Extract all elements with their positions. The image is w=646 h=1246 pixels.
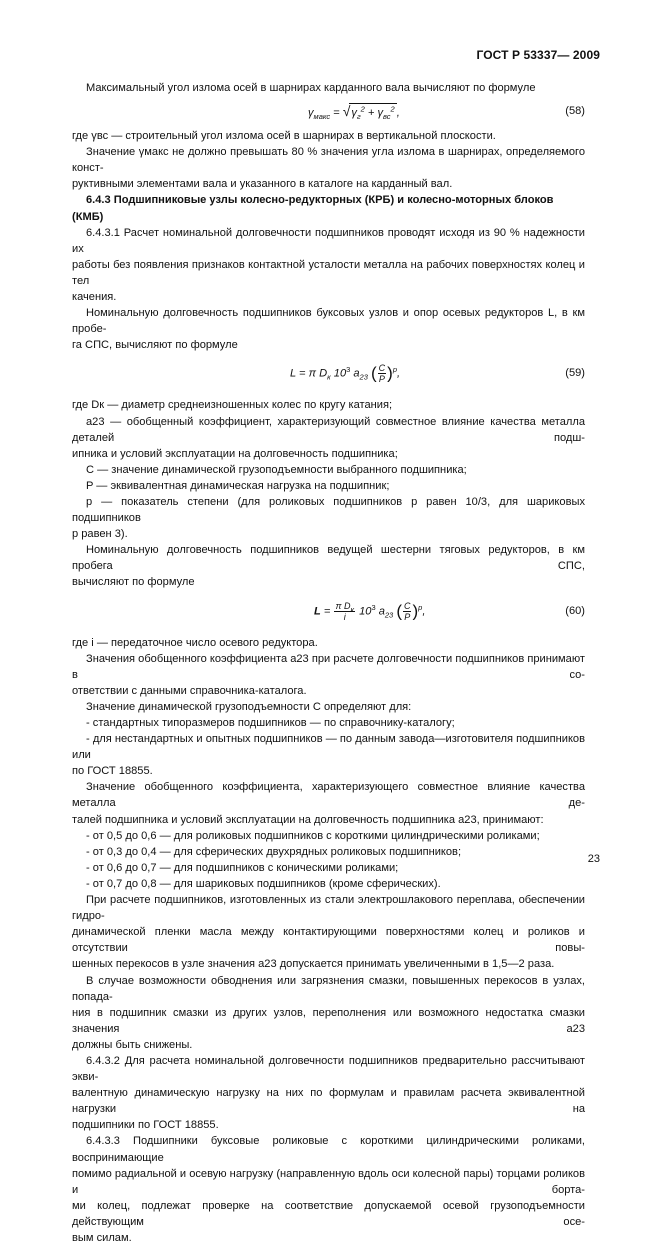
equation-60-number: (60) (565, 604, 585, 617)
paragraph-line: 6.4.3.3 Подшипники буксовые роликовые с короткими цилиндрическими роликами, воспринимающие (72, 1135, 585, 1164)
paragraph: Максимальный угол излома осей в шарнирах карданного вала вычисляют по формуле (86, 82, 536, 94)
paragraph-line: Номинальную долговечность подшипников ведущей шестерни тяговых редукторов, в км пробега СПС, (72, 544, 585, 573)
paragraph-line: талей подшипника и условий эксплуатации на долговечность подшипника a23, принимают: (72, 813, 544, 826)
paragraph-line: вычисляют по формуле (72, 576, 195, 589)
list-item-cont: по ГОСТ 18855. (72, 765, 153, 778)
definition-P: P — эквивалентная динамическая нагрузка на подшипник; (86, 479, 390, 492)
paragraph-line: га СПС, вычисляют по формуле (72, 339, 238, 352)
definition-p: p — показатель степени (для роликовых подшипников p равен 10/3, для шариковых подшипников (72, 495, 585, 525)
paragraph-line: валентную динамическую нагрузку на них по формулам и правилам расчета эквивалентной нагрузки на (72, 1087, 585, 1116)
list-item: - от 0,6 до 0,7 — для подшипников с коническими роликами; (86, 861, 399, 874)
paragraph: где γвс — строительный угол излома осей в шарнирах в вертикальной плоскости. (72, 130, 496, 143)
definition-C: C — значение динамической грузоподъемности выбранного подшипника; (86, 463, 467, 476)
equation-58-formula: $\gamma_{макс} = √\gamma_г^2 + \gamma_{вс}^2$ , (308, 103, 400, 122)
paragraph-line: должны быть снижены. (72, 1038, 193, 1051)
paragraph-line: ми колец, подлежат проверке на соответствие допускаемой осевой грузоподъемности действующим осе- (72, 1199, 585, 1228)
paragraph-line: Значение γмакс не должно превышать 80 % значения угла излома в шарнирах, определяемого конст- (72, 146, 585, 175)
paragraph-line: вым силам. (72, 1232, 132, 1244)
definition-a23-cont: ипника и условий эксплуатации на долговечность подшипника; (72, 447, 398, 460)
paragraph-line: работы без появления признаков контактной усталости металла на рабочих поверхностях колец и тел (72, 258, 585, 287)
paragraph-line: качения. (72, 291, 117, 304)
paragraph-line: ответствии с данными справочника-каталога. (72, 684, 307, 697)
definition-Dk: где Dк — диаметр среднеизношенных колес по кругу катания; (72, 399, 393, 412)
equation-60-formula: L = $\frac{\pi D_к}{i}$ $10^3$ $a_{23}$ ( $\frac{C}{P}$ )$^p$, (314, 600, 426, 622)
document-body (72, 80, 585, 1246)
paragraph-line: динамической пленки масла между контактирующими поверхностями колец и роликов и отсутствии повы- (72, 926, 585, 955)
paragraph-line: 6.4.3.1 Расчет номинальной долговечности подшипников проводят исходя из 90 % надежности их (72, 226, 585, 255)
list-item: - от 0,3 до 0,4 — для сферических двухрядных роликовых подшипников; (86, 845, 462, 858)
document-header: ГОСТ Р 53337— 2009 (476, 48, 600, 62)
list-item: - для нестандартных и опытных подшипников — по данным завода—изготовителя подшипников или (72, 733, 585, 762)
equation-58 (72, 100, 585, 126)
list-item: - стандартных типоразмеров подшипников — по справочнику-каталогу; (86, 717, 455, 729)
paragraph-line: Значения обобщенного коэффициента a23 при расчете долговечности подшипников принимают в со- (72, 652, 585, 681)
paragraph-line: Номинальную долговечность подшипников буксовых узлов и опор осевых редукторов L, в км пробе- (72, 307, 585, 336)
equation-60 (72, 595, 585, 633)
equation-59-formula: L = π $D_к$ $10^3$ $a_{23}$ ( $\frac{C}{P}$ )$^p$, (290, 363, 401, 385)
definition-i: где i — передаточное число осевого редуктора. (72, 636, 318, 649)
paragraph-line: Значение обобщенного коэффициента, характеризующего совместное влияние качества металла де- (72, 781, 585, 810)
list-item: - от 0,5 до 0,6 — для роликовых подшипников с короткими цилиндрическими роликами; (86, 829, 540, 842)
section-heading-6-4-3: 6.4.3 Подшипниковые узлы колесно-редукторных (КРБ) и колесно-моторных блоков (КМБ) (72, 194, 554, 223)
page-number: 23 (587, 853, 600, 865)
paragraph-line: шенных перекосов в узле значения a23 допускается принимать увеличенными в 1,5—2 раза. (72, 958, 555, 971)
paragraph-line: При расчете подшипников, изготовленных из стали электрошлакового переплава, обеспечении гидро- (72, 894, 585, 923)
paragraph-line: руктивными элементами вала и указанного в каталоге на карданный вал. (72, 178, 453, 191)
equation-58-number: (58) (565, 105, 585, 118)
list-item: - от 0,7 до 0,8 — для шариковых подшипников (кроме сферических). (86, 877, 441, 890)
paragraph-line: 6.4.3.2 Для расчета номинальной долговечности подшипников предварительно рассчитывают экви- (72, 1054, 585, 1084)
paragraph: Значение динамической грузоподъемности C определяют для: (86, 700, 412, 713)
equation-59-number: (59) (565, 367, 585, 380)
paragraph-line: ния в подшипник смазки из других узлов, переполнения или возможного недостатка смазки значения a23 (72, 1006, 585, 1035)
paragraph-line: В случае возможности обводнения или загрязнения смазки, повышенных перекосов в узлах, попада- (72, 974, 585, 1003)
definition-a23: a23 — обобщенный коэффициент, характеризующий совместное влияние качества металла деталей подш- (72, 415, 585, 444)
equation-59 (72, 357, 585, 395)
paragraph-line: помимо радиальной и осевую нагрузку (направленную вдоль оси колесной пары) торцами роликов и борта- (72, 1167, 585, 1196)
definition-p-cont: p равен 3). (72, 528, 128, 541)
paragraph-line: подшипники по ГОСТ 18855. (72, 1119, 219, 1132)
